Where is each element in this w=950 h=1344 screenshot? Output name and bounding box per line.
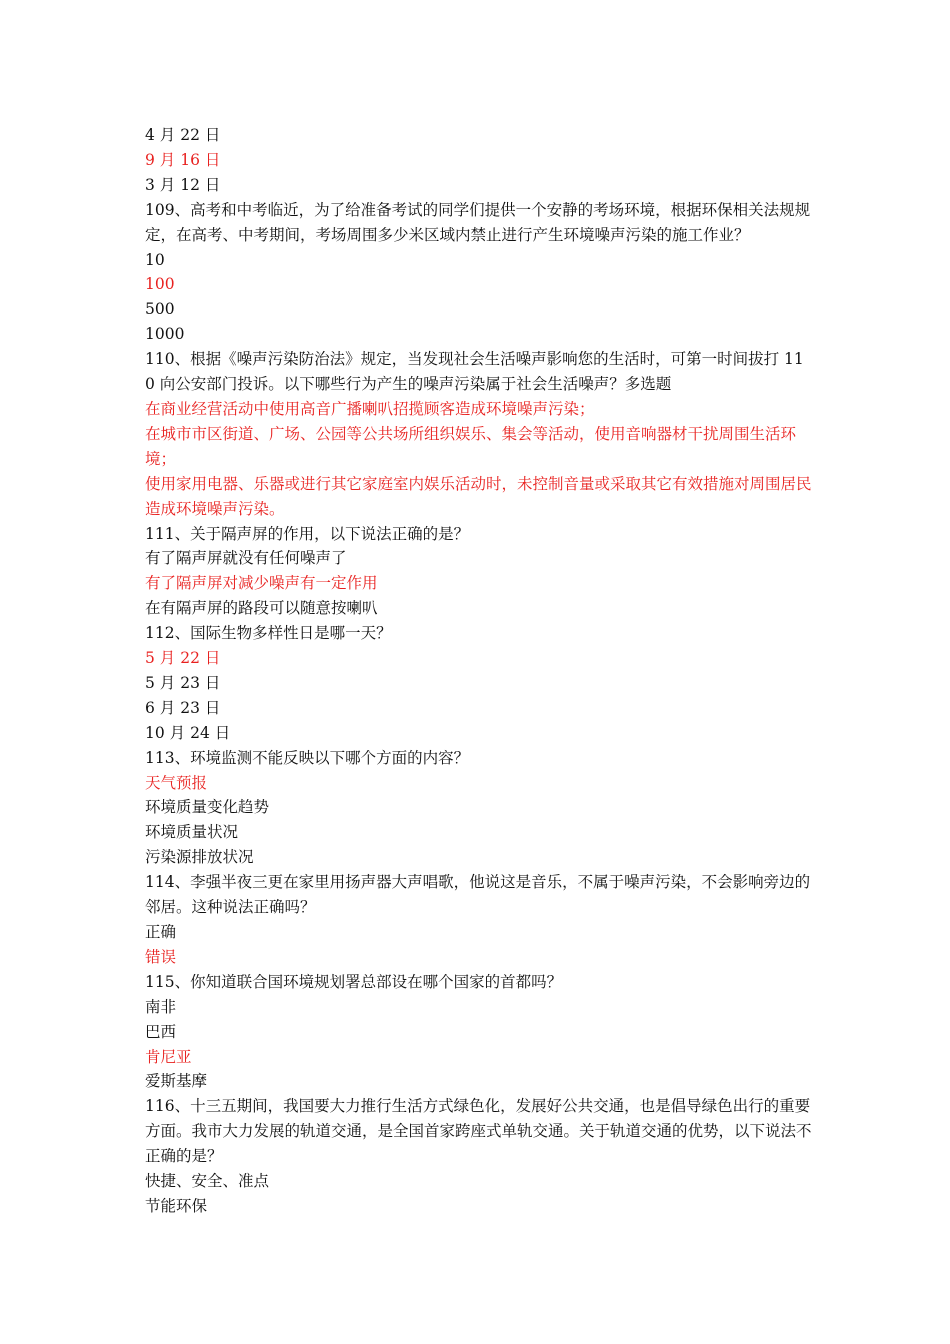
text-line: 112、国际生物多样性日是哪一天？ — [145, 624, 392, 643]
text-line: 114、李强半夜三更在家里用扬声器大声唱歌，他说这是音乐，不属于噪声污染，不会影响旁边的邻居。这种说法正确吗？ — [145, 873, 811, 917]
text-line: 南非 — [145, 997, 177, 1016]
text-line: 113、环境监测不能反映以下哪个方面的内容？ — [145, 748, 470, 767]
text-line: 115、你知道联合国环境规划署总部设在哪个国家的首都吗？ — [145, 972, 563, 991]
answer-line: 在城市市区街道、广场、公园等公共场所组织娱乐、集会等活动，使用音响器材干扰周围生活环境； — [145, 424, 797, 468]
answer-line: 天气预报 — [145, 773, 208, 792]
answer-line: 100 — [145, 275, 175, 294]
text-line: 3 月 12 日 — [145, 175, 221, 194]
text-line: 环境质量状况 — [145, 823, 239, 842]
text-line: 4 月 22 日 — [145, 126, 221, 144]
text-line: 有了隔声屏就没有任何噪声了 — [145, 549, 347, 568]
answer-line: 错误 — [145, 947, 177, 966]
document-page — [145, 123, 813, 1219]
text-line: 5 月 23 日 — [145, 673, 221, 692]
text-line: 1000 — [145, 325, 185, 344]
answer-line: 有了隔声屏对减少噪声有一定作用 — [145, 574, 378, 593]
text-line: 正确 — [145, 923, 177, 941]
text-line: 110、根据《噪声污染防治法》规定，当发现社会生活噪声影响您的生活时，可第一时间拔打 110 向公安部门投诉。以下哪些行为产生的噪声污染属于社会生活噪声？多选题 — [145, 350, 804, 394]
text-line: 109、高考和中考临近，为了给准备考试的同学们提供一个安静的考场环境，根据环保相关法规规定，在高考、中考期间，考场周围多少米区域内禁止进行产生环境噪声污染的施工作业？ — [145, 200, 811, 244]
text-line: 在有隔声屏的路段可以随意按喇叭 — [145, 599, 378, 618]
answer-line: 使用家用电器、乐器或进行其它家庭室内娱乐活动时，未控制音量或采取其它有效措施对周围居民造成环境噪声污染。 — [145, 474, 812, 518]
text-line: 巴西 — [145, 1022, 177, 1041]
text-line: 6 月 23 日 — [145, 698, 221, 717]
text-line: 爱斯基摩 — [145, 1072, 208, 1091]
text-line: 环境质量变化趋势 — [145, 798, 270, 817]
text-line: 快捷、安全、准点 — [145, 1172, 270, 1191]
text-line: 节能环保 — [145, 1196, 208, 1215]
answer-line: 在商业经营活动中使用高音广播喇叭招揽顾客造成环境噪声污染； — [145, 399, 595, 418]
answer-line: 9 月 16 日 — [145, 150, 221, 169]
answer-line: 5 月 22 日 — [145, 649, 221, 668]
text-line: 116、十三五期间，我国要大力推行生活方式绿色化，发展好公共交通，也是倡导绿色出行的重要方面。我市大力发展的轨道交通，是全国首家跨座式单轨交通。关于轨道交通的优势，以下说法不正确的是？ — [145, 1097, 812, 1166]
text-line: 111、关于隔声屏的作用，以下说法正确的是？ — [145, 524, 470, 543]
text-line: 污染源排放状况 — [145, 848, 254, 867]
text-line: 10 — [145, 250, 165, 269]
answer-line: 肯尼亚 — [145, 1047, 192, 1066]
text-line: 10 月 24 日 — [145, 723, 231, 742]
text-line: 500 — [145, 300, 175, 319]
